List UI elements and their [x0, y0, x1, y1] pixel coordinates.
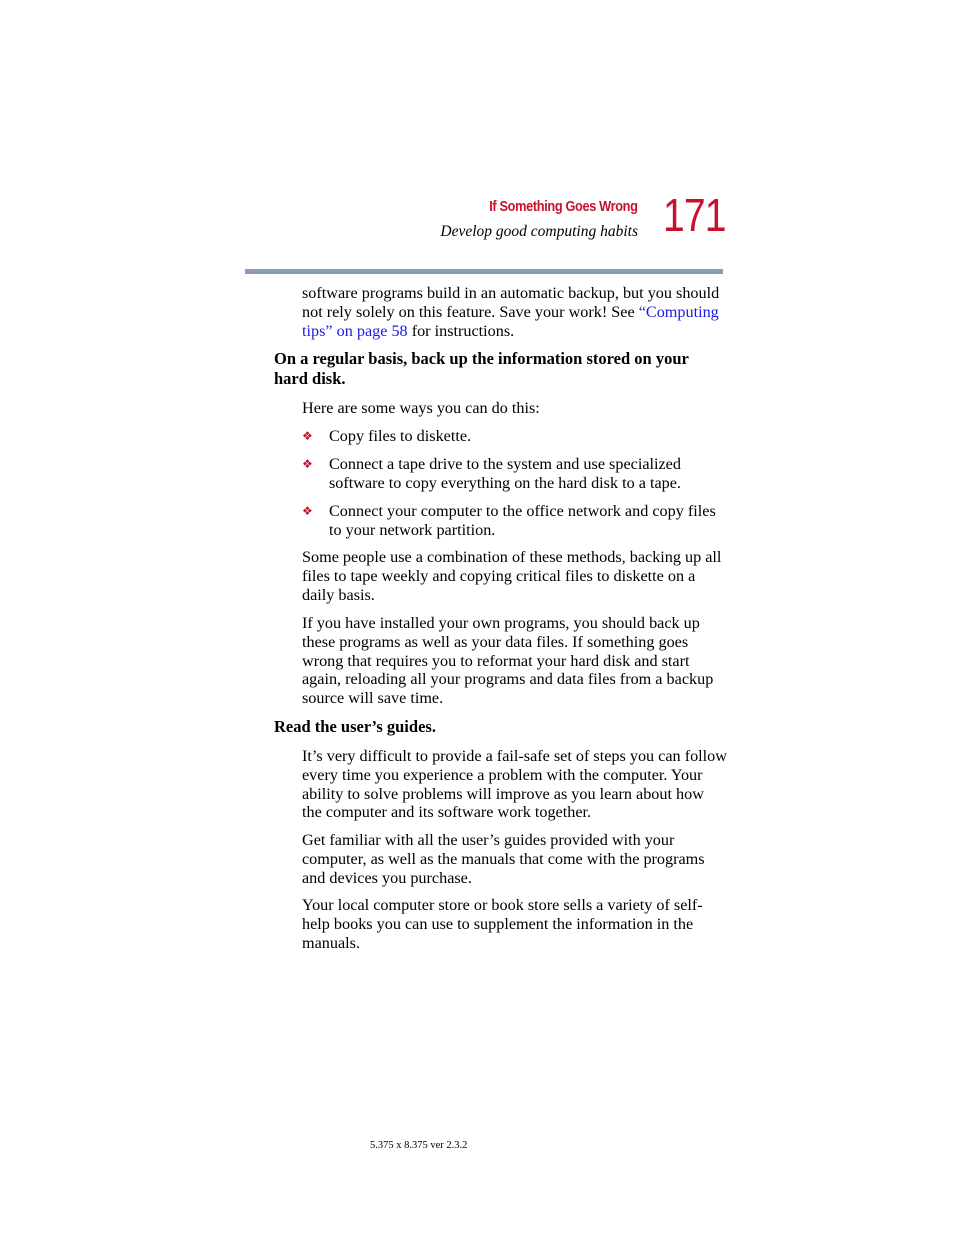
chapter-title: If Something Goes Wrong [489, 199, 638, 215]
section-title: Develop good computing habits [440, 223, 638, 240]
list-item-text: Connect your computer to the office network and copy files to your network partition. [329, 502, 716, 539]
backup-lead: Here are some ways you can do this: [302, 399, 540, 417]
guides-paragraph: It’s very difficult to provide a fail-safe set of steps you can follow every time you experience a problem with the computer. Your ability to solve problems will improve as you learn about how the computer and its software work together. [302, 747, 727, 822]
intro-text-end: for instructions. [407, 321, 515, 340]
page-number: 171 [663, 189, 726, 241]
diamond-ornament-icon: ❖ [302, 457, 313, 471]
guides-heading: Read the user’s guides. [274, 717, 436, 736]
computing-tips-link[interactable]: “Computing tips” on page 58 [302, 302, 719, 340]
backup-heading: On a regular basis, back up the information stored on your hard disk. [274, 349, 689, 388]
guides-paragraph: Your local computer store or book store sells a variety of self-help books you can use to supplement the information in the manuals. [302, 896, 703, 952]
header-rule [245, 269, 723, 274]
list-item-text: Copy files to diskette. [329, 427, 472, 445]
footer-version: 5.375 x 8.375 ver 2.3.2 [370, 1140, 468, 1151]
diamond-ornament-icon: ❖ [302, 429, 313, 443]
intro-text: software programs build in an automatic backup, but you should not rely solely on this feature. Save your work! See [302, 284, 720, 321]
list-item-text: Connect a tape drive to the system and use specialized software to copy everything on the hard disk to a tape. [329, 455, 681, 492]
backup-paragraph: If you have installed your own programs, you should back up these programs as well as your data files. If something goes wrong that requires you to reformat your hard disk and start again, reloading all your programs and data files from a backup source will save time. [302, 614, 714, 708]
guides-paragraph: Get familiar with all the user’s guides provided with your computer, as well as the manuals that come with the programs and devices you purchase. [302, 831, 705, 887]
intro-paragraph [302, 284, 727, 340]
backup-paragraph: Some people use a combination of these methods, backing up all files to tape weekly and copying critical files to diskette on a daily basis. [302, 548, 722, 604]
diamond-ornament-icon: ❖ [302, 504, 313, 518]
